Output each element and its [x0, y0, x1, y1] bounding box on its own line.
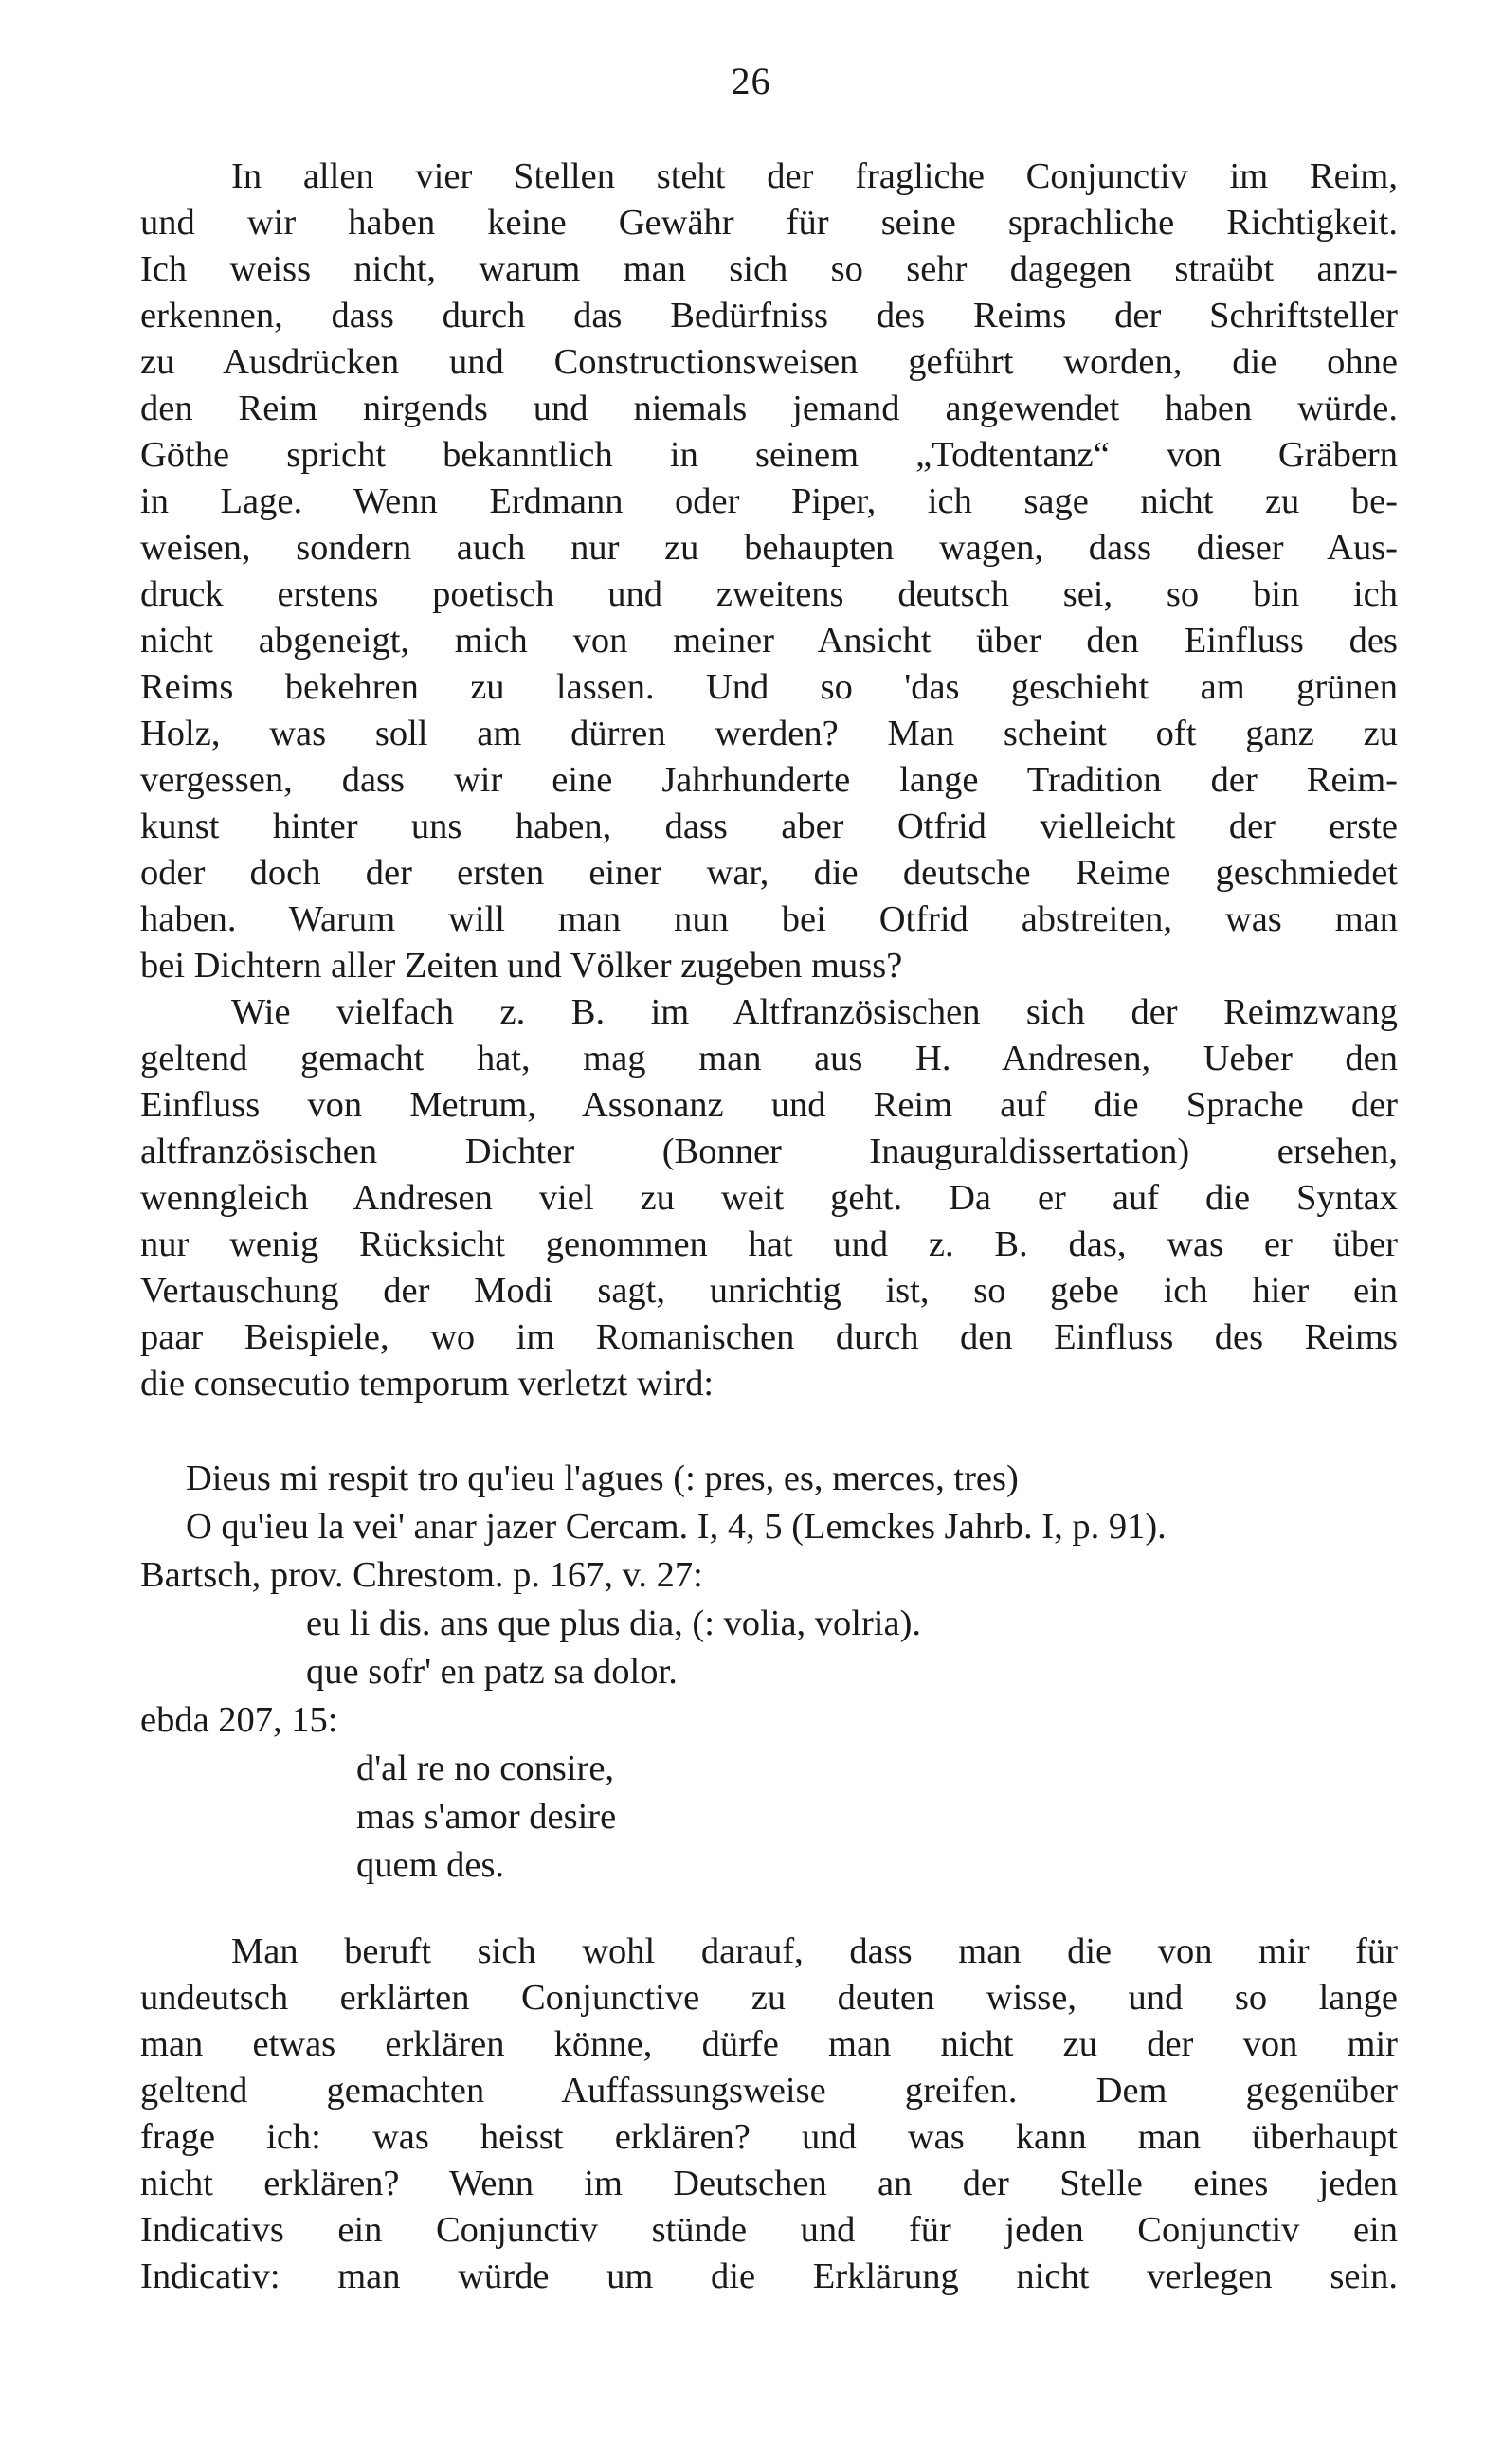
- text-line: weisen, sondern auch nur zu behaupten wagen, dass dieser Aus-: [140, 528, 1398, 568]
- text-line: frage ich: was heisst erklären? und was kann man überhaupt: [140, 2117, 1398, 2157]
- text-line: Göthe spricht bekanntlich in seinem „Todtentanz“ von Gräbern: [140, 435, 1398, 475]
- text-line: und wir haben keine Gewähr für seine sprachliche Richtigkeit.: [140, 203, 1398, 243]
- text-line: Man beruft sich wohl darauf, dass man die von mir für: [231, 1931, 1398, 1971]
- verse-line: quem des.: [356, 1845, 505, 1885]
- verse-line: O qu'ieu la vei' anar jazer Cercam. I, 4, 5 (Lemckes Jahrb. I, p. 91).: [186, 1507, 1167, 1547]
- text-line: erkennen, dass durch das Bedürfniss des Reims der Schriftsteller: [140, 296, 1398, 335]
- text-line: Reims bekehren zu lassen. Und so 'das geschieht am grünen: [140, 667, 1398, 707]
- text-line: haben. Warum will man nun bei Otfrid abstreiten, was man: [140, 899, 1398, 939]
- text-line: Wie vielfach z. B. im Altfranzösischen sich der Reimzwang: [231, 992, 1398, 1032]
- text-line: druck erstens poetisch und zweitens deutsch sei, so bin ich: [140, 574, 1398, 614]
- text-line: man etwas erklären könne, dürfe man nicht zu der von mir: [140, 2024, 1398, 2064]
- body-text-upper: [140, 154, 1398, 1407]
- body-text-lower: [140, 1929, 1398, 2300]
- text-line: geltend gemacht hat, mag man aus H. Andresen, Ueber den: [140, 1039, 1398, 1078]
- text-line: die consecutio temporum verletzt wird:: [140, 1364, 715, 1404]
- text-line: Einfluss von Metrum, Assonanz und Reim auf die Sprache der: [140, 1085, 1398, 1125]
- text-line: geltend gemachten Auffassungsweise greifen. Dem gegenüber: [140, 2071, 1398, 2111]
- text-line: In allen vier Stellen steht der fragliche Conjunctiv im Reim,: [231, 156, 1398, 196]
- text-line: Ich weiss nicht, warum man sich so sehr dagegen straübt anzu-: [140, 249, 1398, 289]
- verse-line: d'al re no consire,: [356, 1748, 615, 1788]
- citation-line: Bartsch, prov. Chrestom. p. 167, v. 27:: [140, 1555, 703, 1595]
- verse-line: eu li dis. ans que plus dia, (: volia, volria).: [306, 1603, 922, 1643]
- verse-line: mas s'amor desire: [356, 1797, 617, 1837]
- verse-line: que sofr' en patz sa dolor.: [306, 1652, 678, 1692]
- text-line: altfranzösischen Dichter (Bonner Inauguraldissertation) ersehen,: [140, 1132, 1398, 1171]
- text-line: den Reim nirgends und niemals jemand angewendet haben würde.: [140, 389, 1398, 428]
- text-line: kunst hinter uns haben, dass aber Otfrid vielleicht der erste: [140, 806, 1398, 846]
- text-line: Holz, was soll am dürren werden? Man scheint oft ganz zu: [140, 714, 1398, 753]
- page-number: 26: [731, 60, 771, 102]
- text-line: vergessen, dass wir eine Jahrhunderte lange Tradition der Reim-: [140, 760, 1398, 800]
- text-line: zu Ausdrücken und Constructionsweisen geführt worden, die ohne: [140, 342, 1398, 382]
- text-line: Vertauschung der Modi sagt, unrichtig ist, so gebe ich hier ein: [140, 1271, 1398, 1311]
- text-line: nicht erklären? Wenn im Deutschen an der Stelle eines jeden: [140, 2164, 1398, 2203]
- text-line: wenngleich Andresen viel zu weit geht. Da er auf die Syntax: [140, 1178, 1398, 1218]
- text-line: bei Dichtern aller Zeiten und Völker zugeben muss?: [140, 946, 903, 986]
- text-line: in Lage. Wenn Erdmann oder Piper, ich sage nicht zu be-: [140, 481, 1398, 521]
- text-line: nicht abgeneigt, mich von meiner Ansicht über den Einfluss des: [140, 621, 1398, 661]
- text-line: undeutsch erklärten Conjunctive zu deuten wisse, und so lange: [140, 1978, 1398, 2018]
- verse-line: Dieus mi respit tro qu'ieu l'agues (: pres, es, merces, tres): [186, 1458, 1019, 1498]
- citation-line: ebda 207, 15:: [140, 1700, 338, 1740]
- text-line: oder doch der ersten einer war, die deutsche Reime geschmiedet: [140, 853, 1398, 893]
- text-line: paar Beispiele, wo im Romanischen durch den Einfluss des Reims: [140, 1317, 1398, 1357]
- text-line: Indicativs ein Conjunctiv stünde und für jeden Conjunctiv ein: [140, 2210, 1398, 2250]
- text-line: Indicativ: man würde um die Erklärung nicht verlegen sein.: [140, 2256, 1398, 2296]
- text-line: nur wenig Rücksicht genommen hat und z. B. das, was er über: [140, 1224, 1398, 1264]
- examples-block: [140, 1455, 1398, 1890]
